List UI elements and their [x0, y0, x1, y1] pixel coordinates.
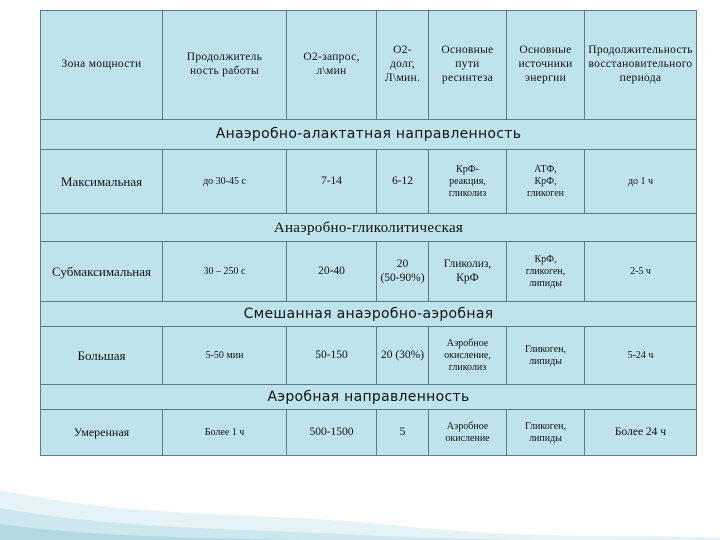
cell-o2-request: 500-1500 — [287, 410, 377, 456]
energy-zones-table — [40, 10, 697, 456]
cell-resynthesis: Гликолиз, КрФ — [429, 242, 507, 302]
cell-o2-debt: 20 (50-90%) — [377, 242, 429, 302]
cell-o2-debt: 6-12 — [377, 150, 429, 214]
cell-o2-request: 20-40 — [287, 242, 377, 302]
cell-sources: Гликоген, липиды — [507, 410, 585, 456]
table-row — [41, 242, 697, 302]
header-o2-request: О2-запрос, л\мин — [287, 11, 377, 120]
table-row — [41, 410, 697, 456]
cell-duration: Более 1 ч — [163, 410, 287, 456]
header-resynthesis: Основные пути ресинтеза — [429, 11, 507, 120]
cell-resynthesis: Аэробное окисление, гликолиз — [429, 327, 507, 385]
section-title: Анаэробно-алактатная направленность — [41, 120, 697, 150]
cell-zone: Субмаксимальная — [41, 242, 163, 302]
header-recovery: Продолжительность восстановительного периода — [585, 11, 697, 120]
cell-sources: АТФ, КрФ, гликоген — [507, 150, 585, 214]
section-row — [41, 302, 697, 327]
section-row — [41, 385, 697, 410]
cell-recovery: 5-24 ч — [585, 327, 697, 385]
header-o2-debt: О2- долг, Л\мин. — [377, 11, 429, 120]
cell-resynthesis: КрФ- реакция, гликолиз — [429, 150, 507, 214]
cell-o2-debt: 20 (30%) — [377, 327, 429, 385]
table-row — [41, 150, 697, 214]
cell-zone: Умеренная — [41, 410, 163, 456]
header-row — [41, 11, 697, 120]
cell-o2-request: 7-14 — [287, 150, 377, 214]
header-sources: Основные источники энергии — [507, 11, 585, 120]
cell-sources: КрФ, гликоген, липиды — [507, 242, 585, 302]
cell-duration: 30 – 250 с — [163, 242, 287, 302]
cell-duration: 5-50 мин — [163, 327, 287, 385]
cell-o2-request: 50-150 — [287, 327, 377, 385]
header-duration: Продолжитель ность работы — [163, 11, 287, 120]
table-row — [41, 327, 697, 385]
cell-zone: Максимальная — [41, 150, 163, 214]
section-title: Анаэробно-гликолитическая — [41, 214, 697, 242]
cell-recovery: до 1 ч — [585, 150, 697, 214]
section-row — [41, 120, 697, 150]
header-zone: Зона мощности — [41, 11, 163, 120]
section-title: Смешанная анаэробно-аэробная — [41, 302, 697, 327]
cell-duration: до 30-45 с — [163, 150, 287, 214]
decorative-wave — [0, 450, 720, 540]
section-row — [41, 214, 697, 242]
cell-recovery: Более 24 ч — [585, 410, 697, 456]
cell-resynthesis: Аэробное окисление — [429, 410, 507, 456]
cell-zone: Большая — [41, 327, 163, 385]
cell-sources: Гликоген, липиды — [507, 327, 585, 385]
section-title: Аэробная направленность — [41, 385, 697, 410]
cell-o2-debt: 5 — [377, 410, 429, 456]
cell-recovery: 2-5 ч — [585, 242, 697, 302]
